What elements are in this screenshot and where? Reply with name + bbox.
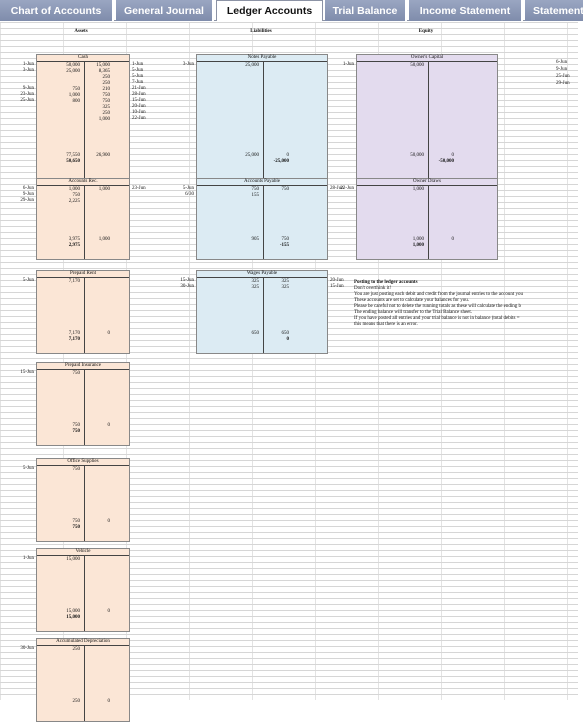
ledger-account-office-supplies	[36, 458, 130, 542]
credit-date: 28-Jun	[132, 92, 146, 97]
credit-balance: -155	[279, 243, 289, 248]
t-account-divider	[428, 185, 429, 259]
account-title: Wages Payable	[197, 271, 327, 278]
debit-entry[interactable]: 750	[72, 193, 80, 198]
credit-date: 10-Jun	[132, 110, 146, 115]
ledger-account-accounts-rec	[36, 178, 130, 260]
debit-entry[interactable]: 2,225	[68, 199, 80, 204]
debit-entry[interactable]: 750	[72, 467, 80, 472]
debit-entry[interactable]: 1,000	[412, 187, 424, 192]
debit-balance: 15,000	[66, 615, 80, 620]
credit-entry[interactable]: 325	[281, 279, 289, 284]
debit-date: 5-Jun	[22, 466, 34, 471]
account-title: Accounts Payable	[197, 179, 327, 186]
edge-date: 25-Jun	[556, 74, 570, 79]
debit-date: 29-Jun	[20, 198, 34, 203]
total-debit: 1,000	[412, 237, 424, 242]
liabilities-header: Liabilities	[250, 29, 272, 34]
note-line: You are just posting each debit and credit from the journal entries to the account you	[354, 292, 524, 297]
debit-entry[interactable]: 25,000	[66, 69, 80, 74]
ledger-account-wages-payable	[196, 270, 328, 354]
credit-entry[interactable]: 750	[281, 187, 289, 192]
credit-balance: -25,000	[273, 159, 289, 164]
credit-date: 7-Jun	[132, 80, 144, 85]
debit-balance: 1,000	[412, 243, 424, 248]
credit-entry[interactable]: 1,000	[98, 117, 110, 122]
account-title: Accounts Rec.	[37, 179, 129, 186]
total-credit: 0	[107, 519, 110, 524]
debit-balance: 750	[72, 429, 80, 434]
t-account-divider	[84, 645, 85, 721]
posting-note	[354, 280, 578, 328]
debit-entry[interactable]: 50,000	[66, 63, 80, 68]
account-title: Prepaid Insurance	[37, 363, 129, 370]
credit-balance: -50,000	[438, 159, 454, 164]
ledger-account-notes-payable	[196, 54, 328, 180]
t-account-divider	[263, 185, 264, 259]
account-title: Office Supplies	[37, 459, 129, 466]
credit-entry[interactable]: 750	[102, 99, 110, 104]
total-debit: 650	[251, 331, 259, 336]
total-credit: 750	[281, 237, 289, 242]
ledger-account-owners-capital	[356, 54, 498, 180]
total-credit: 0	[107, 423, 110, 428]
tab-trial-balance[interactable]: Trial Balance	[325, 0, 407, 21]
debit-entry[interactable]: 1,000	[68, 93, 80, 98]
note-title: Posting to the ledger accounts	[354, 280, 418, 285]
debit-date: 25-Jun	[20, 98, 34, 103]
debit-date: 6/30	[185, 192, 194, 197]
debit-date: 9-Jun	[22, 86, 34, 91]
credit-entry[interactable]: 750	[102, 93, 110, 98]
credit-date: 15-Jun	[330, 284, 344, 289]
total-credit: 0	[451, 237, 454, 242]
credit-entry[interactable]: 8,365	[98, 69, 110, 74]
debit-date: 3-Jun	[22, 68, 34, 73]
credit-date: 22-Jun	[132, 116, 146, 121]
debit-entry[interactable]: 800	[72, 99, 80, 104]
credit-date: 23-Jun	[132, 186, 146, 191]
account-title: Accumulated Depreciation	[37, 639, 129, 646]
debit-date: 9-Jun	[22, 192, 34, 197]
credit-date: 1-Jun	[132, 62, 144, 67]
t-account-divider	[84, 61, 85, 179]
equity-header: Equity	[418, 29, 434, 34]
t-account-divider	[428, 61, 429, 179]
account-title: Owner's Capital	[357, 55, 497, 62]
credit-date: 15-Jun	[132, 98, 146, 103]
debit-date: 1-Jun	[342, 62, 354, 67]
credit-entry[interactable]: 325	[102, 105, 110, 110]
debit-entry[interactable]: 7,170	[68, 279, 80, 284]
credit-date: 20-Jun	[330, 278, 344, 283]
t-account-divider	[84, 555, 85, 631]
debit-entry[interactable]: 750	[72, 87, 80, 92]
note-line: Please be careful not to delete the running totals as these will calculate the ending b	[354, 304, 522, 309]
total-credit: 650	[281, 331, 289, 336]
credit-date: 21-Jun	[132, 86, 146, 91]
account-title: Notes Payable	[197, 55, 327, 62]
total-credit: 1,000	[98, 237, 110, 242]
debit-entry[interactable]: 155	[251, 193, 259, 198]
debit-entry[interactable]: 750	[251, 187, 259, 192]
debit-balance: 2,975	[68, 243, 80, 248]
total-credit: 26,900	[96, 153, 110, 158]
total-debit: 905	[251, 237, 259, 242]
note-line: Don't overthink it!	[354, 286, 392, 291]
credit-entry[interactable]: 325	[281, 285, 289, 290]
debit-date: 15-Jun	[20, 370, 34, 375]
tab-statement[interactable]: Statement	[525, 0, 585, 21]
tab-ledger-accounts[interactable]: Ledger Accounts	[216, 0, 323, 21]
ledger-account-vehicle	[36, 548, 130, 632]
debit-date: 22-Jun	[340, 186, 354, 191]
total-credit: 0	[107, 331, 110, 336]
total-credit: 0	[286, 153, 289, 158]
edge-date: 6-Jun	[556, 60, 568, 65]
debit-date: 1-Jun	[22, 556, 34, 561]
account-title: Cash	[37, 55, 129, 62]
debit-entry[interactable]: 25,000	[245, 63, 259, 68]
ledger-account-prepaid-insurance	[36, 362, 130, 446]
debit-date: 1-Jun	[22, 62, 34, 67]
total-debit: 25,000	[245, 153, 259, 158]
credit-entry[interactable]: 250	[102, 111, 110, 116]
credit-balance: 0	[286, 337, 289, 342]
debit-balance: 7,170	[68, 337, 80, 342]
account-title: Prepaid Rent	[37, 271, 129, 278]
debit-entry[interactable]: 325	[251, 279, 259, 284]
ledger-sheet	[0, 22, 578, 704]
tab-chart-of-accounts[interactable]: Chart of Accounts	[0, 0, 114, 21]
debit-date: 3-Jun	[182, 62, 194, 67]
sheet-tabs	[0, 0, 584, 21]
t-account-divider	[263, 61, 264, 179]
credit-date: 5-Jun	[132, 74, 144, 79]
debit-date: 30-Jun	[20, 646, 34, 651]
ledger-account-cash	[36, 54, 130, 180]
t-account-divider	[84, 369, 85, 445]
t-account-divider	[84, 277, 85, 353]
debit-date: 6-Jun	[22, 186, 34, 191]
total-debit: 50,000	[410, 153, 424, 158]
t-account-divider	[84, 465, 85, 541]
credit-entry[interactable]: 1,000	[98, 187, 110, 192]
note-line: These accounts are set to calculate your balances for you.	[354, 298, 469, 303]
debit-entry[interactable]: 750	[72, 371, 80, 376]
ledger-account-prepaid-rent	[36, 270, 130, 354]
total-debit: 15,000	[66, 609, 80, 614]
ledger-account-accounts-payable	[196, 178, 328, 260]
total-credit: 0	[107, 699, 110, 704]
debit-date: 30-Jun	[180, 284, 194, 289]
total-debit: 750	[72, 519, 80, 524]
debit-date: 5-Jun	[22, 278, 34, 283]
note-line: If you have posted all entries and your trial balance is not in balance (total debits =	[354, 316, 520, 321]
ledger-account-accum-depreciation	[36, 638, 130, 722]
debit-entry[interactable]: 1,000	[68, 187, 80, 192]
account-title: Vehicle	[37, 549, 129, 556]
assets-header: Assets	[74, 29, 88, 34]
credit-entry[interactable]: 250	[102, 81, 110, 86]
debit-date: 15-Jun	[180, 278, 194, 283]
tab-income-statement[interactable]: Income Statement	[409, 0, 523, 21]
edge-date: 29-Jun	[556, 81, 570, 86]
total-debit: 7,170	[68, 331, 80, 336]
ledger-account-owner-draws	[356, 178, 498, 260]
credit-date: 28-Jun	[330, 186, 344, 191]
debit-date: 23-Jun	[20, 92, 34, 97]
tab-general-journal[interactable]: General Journal	[116, 0, 214, 21]
t-account-divider	[263, 277, 264, 353]
credit-date: 5-Jun	[132, 68, 144, 73]
debit-entry[interactable]: 325	[251, 285, 259, 290]
debit-balance: 750	[72, 525, 80, 530]
note-line: this means that there is an error.	[354, 322, 418, 327]
debit-balance: 50,650	[66, 159, 80, 164]
total-debit: 250	[72, 699, 80, 704]
debit-entry[interactable]: 250	[72, 647, 80, 652]
debit-date: 5-Jun	[182, 186, 194, 191]
total-debit: 77,550	[66, 153, 80, 158]
t-account-divider	[84, 185, 85, 259]
debit-entry[interactable]: 15,000	[66, 557, 80, 562]
total-debit: 750	[72, 423, 80, 428]
total-credit: 0	[451, 153, 454, 158]
credit-entry[interactable]: 210	[102, 87, 110, 92]
edge-date: 9-Jun	[556, 67, 568, 72]
debit-entry[interactable]: 50,000	[410, 63, 424, 68]
credit-date: 20-Jun	[132, 104, 146, 109]
credit-entry[interactable]: 15,000	[96, 63, 110, 68]
total-credit: 0	[107, 609, 110, 614]
note-line: The ending balance will transfer to the Trial Balance sheet.	[354, 310, 473, 315]
credit-entry[interactable]: 250	[102, 75, 110, 80]
total-debit: 3,975	[68, 237, 80, 242]
account-title: Owner Draws	[357, 179, 497, 186]
